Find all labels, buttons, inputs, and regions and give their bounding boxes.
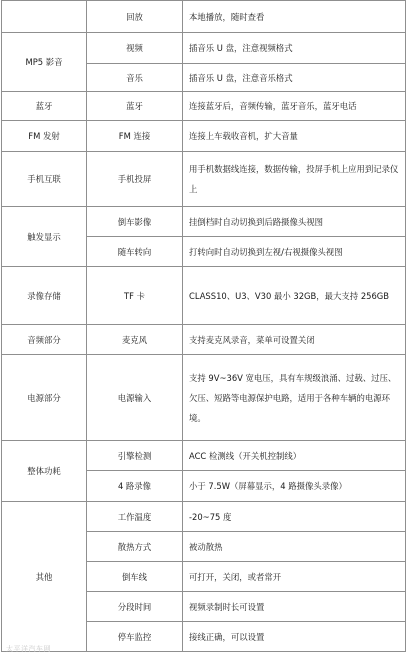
table-row [2, 502, 406, 532]
table-row [2, 267, 406, 325]
category-cell: 蓝牙 [2, 92, 87, 121]
table-row [2, 33, 406, 64]
description-cell: 被动散热 [183, 532, 406, 562]
description-cell: 接线正确，可以设置 [183, 622, 406, 652]
description-cell: 支持麦克风录音，菜单可设置关闭 [183, 325, 406, 355]
description-cell: 视频录制时长可设置 [183, 592, 406, 622]
description-cell: ACC 检测线（开关机控制线） [183, 441, 406, 471]
item-cell: 电源输入 [87, 355, 183, 441]
item-cell: FM 连接 [87, 121, 183, 152]
item-cell: 音乐 [87, 64, 183, 92]
description-cell: 插音乐 U 盘，注意视频格式 [183, 33, 406, 64]
item-cell: 倒车线 [87, 562, 183, 592]
category-cell [2, 1, 87, 33]
category-cell: 其他 [2, 502, 87, 652]
category-cell: 手机互联 [2, 152, 87, 207]
description-cell: 打转向时自动切换到左视/右视摄像头视图 [183, 237, 406, 267]
category-cell: MP5 影音 [2, 33, 87, 92]
table-row [2, 92, 406, 121]
description-cell: 连接上车载收音机，扩大音量 [183, 121, 406, 152]
category-cell: 整体功耗 [2, 441, 87, 502]
description-cell: 插音乐 U 盘，注意音乐格式 [183, 64, 406, 92]
item-cell: 视频 [87, 33, 183, 64]
description-cell: 连接蓝牙后，音频传输，蓝牙音乐，蓝牙电话 [183, 92, 406, 121]
category-cell: 录像存储 [2, 267, 87, 325]
description-cell: CLASS10、U3、V30 最小 32GB，最大支持 256GB [183, 267, 406, 325]
watermark: 太平洋汽车网 [6, 645, 51, 653]
category-cell: 音频部分 [2, 325, 87, 355]
item-cell: 回放 [87, 1, 183, 33]
table-row [2, 207, 406, 237]
item-cell: 引擎检测 [87, 441, 183, 471]
item-cell: 倒车影像 [87, 207, 183, 237]
item-cell: 工作温度 [87, 502, 183, 532]
table-row [2, 152, 406, 207]
table-row [2, 355, 406, 441]
category-cell: FM 发射 [2, 121, 87, 152]
item-cell: 散热方式 [87, 532, 183, 562]
description-cell: 用手机数据线连接，数据传输，投屏手机上应用到记录仪上 [183, 152, 406, 207]
table-row [2, 1, 406, 33]
description-cell: -20~75 度 [183, 502, 406, 532]
item-cell: 4 路录像 [87, 471, 183, 502]
item-cell: 蓝牙 [87, 92, 183, 121]
item-cell: 停车监控 [87, 622, 183, 652]
table-row [2, 441, 406, 471]
description-cell: 挂倒档时自动切换到后路摄像头视图 [183, 207, 406, 237]
table-row [2, 121, 406, 152]
spec-table [1, 0, 406, 652]
category-cell: 触发显示 [2, 207, 87, 267]
table-row [2, 325, 406, 355]
item-cell: TF 卡 [87, 267, 183, 325]
description-cell: 可打开，关闭，或者常开 [183, 562, 406, 592]
item-cell: 手机投屏 [87, 152, 183, 207]
description-cell: 小于 7.5W（屏幕显示，4 路摄像头录像） [183, 471, 406, 502]
item-cell: 随车转向 [87, 237, 183, 267]
item-cell: 麦克风 [87, 325, 183, 355]
category-cell: 电源部分 [2, 355, 87, 441]
description-cell: 本地播放，随时查看 [183, 1, 406, 33]
description-cell: 支持 9V~36V 宽电压，具有车规级浪涌、过载、过压、欠压、短路等电源保护电路，适用于各种车辆的电源环境。 [183, 355, 406, 441]
item-cell: 分段时间 [87, 592, 183, 622]
